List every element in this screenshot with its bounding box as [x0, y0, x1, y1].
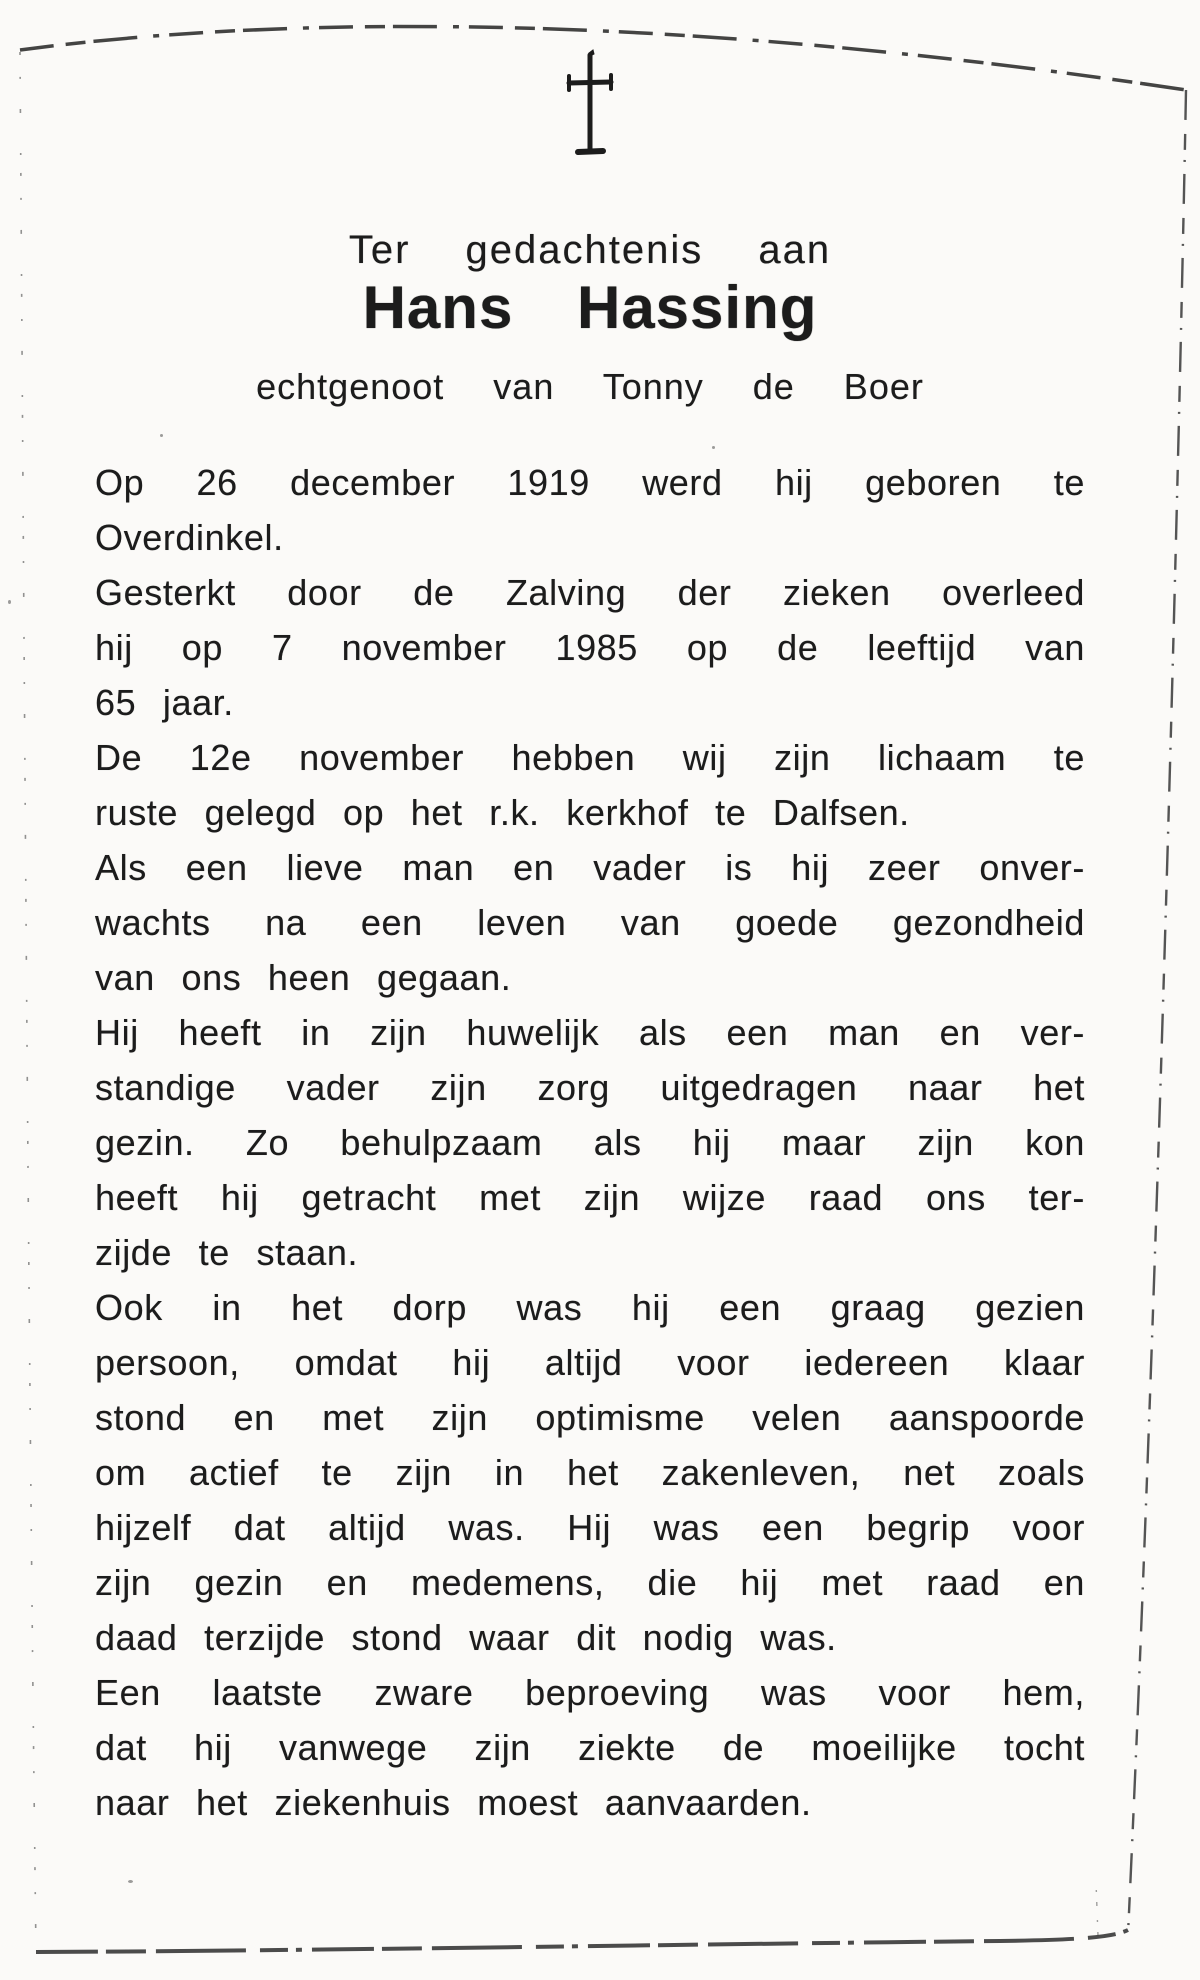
body-line: De 12e november hebben wij zijn lichaam te — [95, 737, 1085, 778]
body-line: van ons heen gegaan. — [95, 957, 512, 998]
body-line: ruste gelegd op het r.k. kerkhof te Dalfsen. — [95, 792, 910, 833]
body-line: stond en met zijn optimisme velen aanspoorde — [95, 1397, 1085, 1438]
body-line: gezin. Zo behulpzaam als hij maar zijn kon — [95, 1122, 1085, 1163]
body-line: Op 26 december 1919 werd hij geboren te — [95, 462, 1085, 503]
body-line: Als een lieve man en vader is hij zeer onver- — [95, 847, 1085, 888]
body-line: dat hij vanwege zijn ziekte de moeilijke tocht — [95, 1727, 1085, 1768]
body-line: om actief te zijn in het zakenleven, net zoals — [95, 1452, 1085, 1493]
christian-cross-icon — [559, 48, 621, 162]
relation-line: echtgenoot van Tonny de Boer — [256, 366, 924, 407]
dedication-line: Ter gedachtenis aan — [348, 228, 832, 272]
body-line: Overdinkel. — [95, 517, 284, 558]
scan-speck — [712, 446, 715, 449]
scan-speck — [8, 600, 11, 604]
body-line: naar het ziekenhuis moest aanvaarden. — [95, 1782, 812, 1823]
deceased-name: Hans Hassing — [362, 274, 818, 341]
body-line: heeft hij getracht met zijn wijze raad ons ter- — [95, 1177, 1085, 1218]
header — [95, 48, 1085, 167]
body-line: wachts na een leven van goede gezondheid — [95, 902, 1085, 943]
body-line: Gesterkt door de Zalving der zieken overleed — [95, 572, 1085, 613]
body-line: hij op 7 november 1985 op de leeftijd van — [95, 627, 1085, 668]
scan-speck — [160, 434, 163, 437]
body-line: Hij heeft in zijn huwelijk als een man en ver- — [95, 1012, 1085, 1053]
body-line: daad terzijde stond waar dit nodig was. — [95, 1617, 837, 1658]
body-line: standige vader zijn zorg uitgedragen naar het — [95, 1067, 1085, 1108]
body-line: hijzelf dat altijd was. Hij was een begrip voor — [95, 1507, 1085, 1548]
memorial-text — [95, 455, 1085, 1830]
body-line: persoon, omdat hij altijd voor iedereen klaar — [95, 1342, 1085, 1383]
body-line: Een laatste zware beproeving was voor hem, — [95, 1672, 1085, 1713]
body-line: 65 jaar. — [95, 682, 234, 723]
body-line: zijn gezin en medemens, die hij met raad en — [95, 1562, 1085, 1603]
body-line: Ook in het dorp was hij een graag gezien — [95, 1287, 1085, 1328]
scan-speck — [128, 1880, 133, 1883]
body-line: zijde te staan. — [95, 1232, 359, 1273]
